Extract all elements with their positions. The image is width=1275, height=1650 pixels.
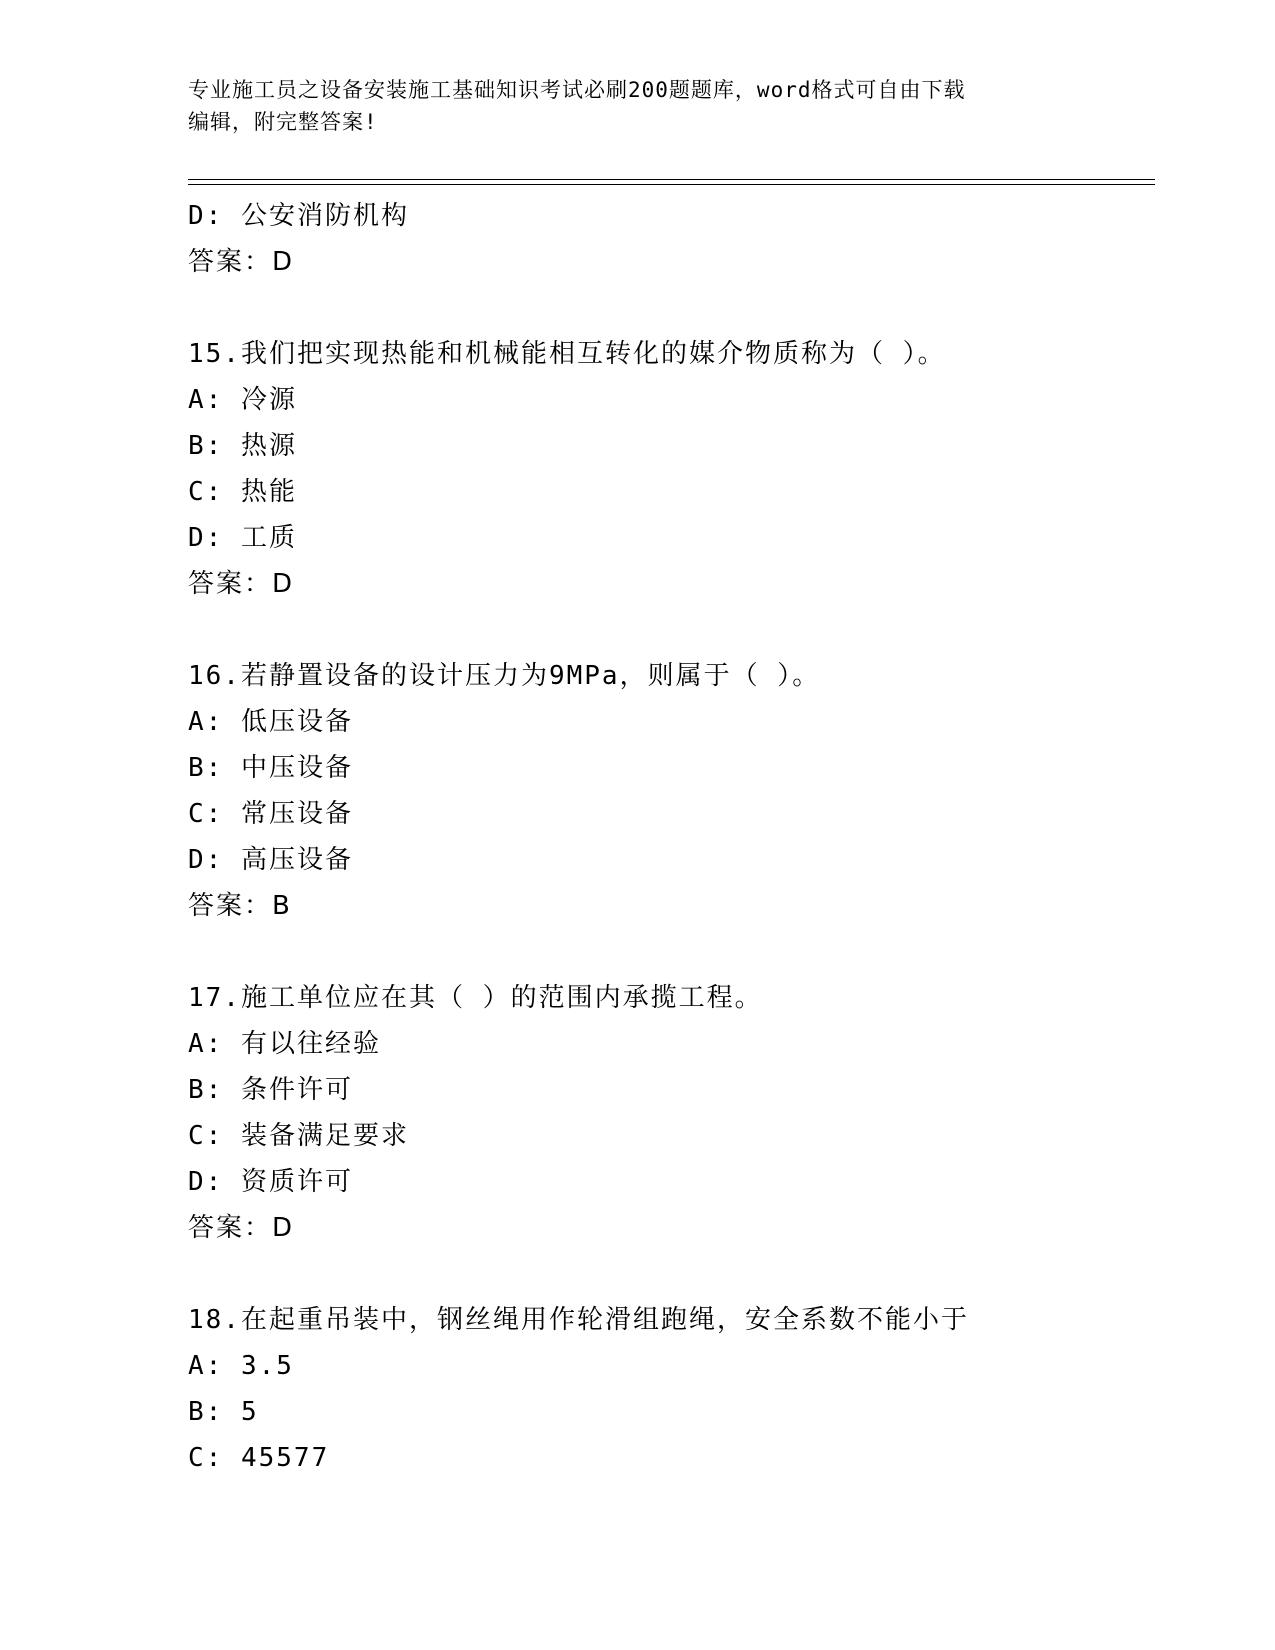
option-c: C: 装备满足要求: [188, 1121, 409, 1151]
option-a: A: 低压设备: [188, 707, 353, 737]
question-list: [188, 193, 1168, 1481]
question-stem: 17.施工单位应在其（ ）的范围内承揽工程。: [188, 983, 763, 1013]
option-a: A: 3.5: [188, 1351, 294, 1381]
carryover-answer: 答案：D: [188, 247, 295, 277]
header-divider-top: [188, 179, 1155, 180]
document-header: [188, 74, 1068, 138]
option-b: B: 热源: [188, 431, 297, 461]
spacer: [188, 1251, 1168, 1297]
option-a: A: 有以往经验: [188, 1029, 381, 1059]
header-line-1: 专业施工员之设备安装施工基础知识考试必刷200题题库，word格式可自由下载: [188, 78, 966, 102]
option-b: B: 中压设备: [188, 753, 353, 783]
answer: 答案：B: [188, 891, 292, 921]
question-stem: 15.我们把实现热能和机械能相互转化的媒介物质称为（ ）。: [188, 339, 946, 369]
option-a: A: 冷源: [188, 385, 297, 415]
answer: 答案：D: [188, 1213, 295, 1243]
question-15: [188, 331, 1168, 607]
option-b: B: 条件许可: [188, 1075, 353, 1105]
header-divider-bottom: [188, 184, 1155, 185]
option-d: D: 工质: [188, 523, 297, 553]
question-16: [188, 653, 1168, 929]
carryover-option-d: D: 公安消防机构: [188, 201, 409, 231]
header-line-2: 编辑，附完整答案!: [188, 110, 378, 134]
question-18: [188, 1297, 1168, 1481]
question-17: [188, 975, 1168, 1251]
option-d: D: 高压设备: [188, 845, 353, 875]
spacer: [188, 929, 1168, 975]
option-c: C: 45577: [188, 1443, 330, 1473]
option-b: B: 5: [188, 1397, 259, 1427]
question-stem: 16.若静置设备的设计压力为9MPa，则属于（ ）。: [188, 661, 821, 691]
spacer: [188, 285, 1168, 331]
option-c: C: 热能: [188, 477, 297, 507]
option-c: C: 常压设备: [188, 799, 353, 829]
answer: 答案：D: [188, 569, 295, 599]
option-d: D: 资质许可: [188, 1167, 353, 1197]
spacer: [188, 607, 1168, 653]
question-stem: 18.在起重吊装中，钢丝绳用作轮滑组跑绳，安全系数不能小于: [188, 1305, 969, 1335]
